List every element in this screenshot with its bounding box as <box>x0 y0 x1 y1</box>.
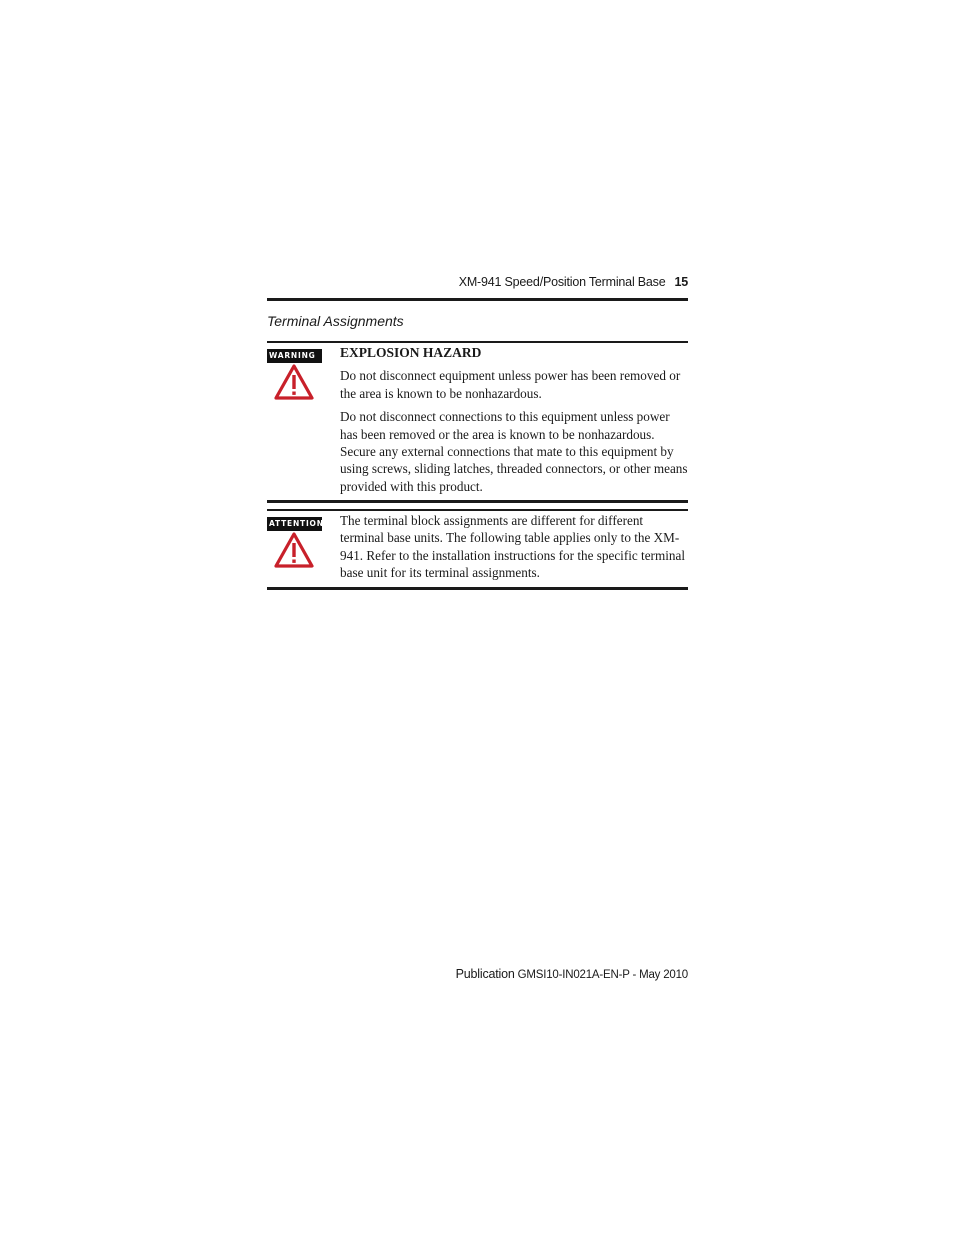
warning-body <box>340 344 690 495</box>
section-title: Terminal Assignments <box>267 313 404 329</box>
page-number: 15 <box>674 275 688 289</box>
warning-heading: EXPLOSION HAZARD <box>340 345 482 360</box>
warning-top-rule <box>267 341 688 343</box>
attention-top-rule <box>267 509 688 511</box>
running-header <box>267 275 688 289</box>
attention-text: The terminal block assignments are different for different terminal base units. The following table applies only to the XM-941. Refer to the installation instructions for the specific terminal base unit for its terminal assignments. <box>340 513 685 581</box>
publication-id: GMSI10-IN021A-EN-P - May 2010 <box>517 969 688 981</box>
footer-label: Publication <box>455 967 515 981</box>
attention-body <box>340 512 690 582</box>
page-footer <box>267 967 688 981</box>
exclamation-triangle-icon <box>274 364 314 400</box>
attention-bottom-rule <box>267 587 688 590</box>
warning-paragraph: Do not disconnect equipment unless power has been removed or the area is known to be nonhazardous. <box>340 368 681 401</box>
attention-badge: ATTENTION <box>267 517 322 531</box>
warning-paragraph: Do not disconnect connections to this equipment unless power has been removed or the area is known to be nonhazardous. Secure any external connections that mate to this equipment by using screws, sliding latches, threaded connectors, or other means provided with this product. <box>340 409 688 494</box>
header-rule <box>267 298 688 301</box>
warning-bottom-rule <box>267 500 688 503</box>
document-title: XM-941 Speed/Position Terminal Base <box>458 275 666 289</box>
exclamation-triangle-icon <box>274 532 314 568</box>
warning-badge: WARNING <box>267 349 322 363</box>
